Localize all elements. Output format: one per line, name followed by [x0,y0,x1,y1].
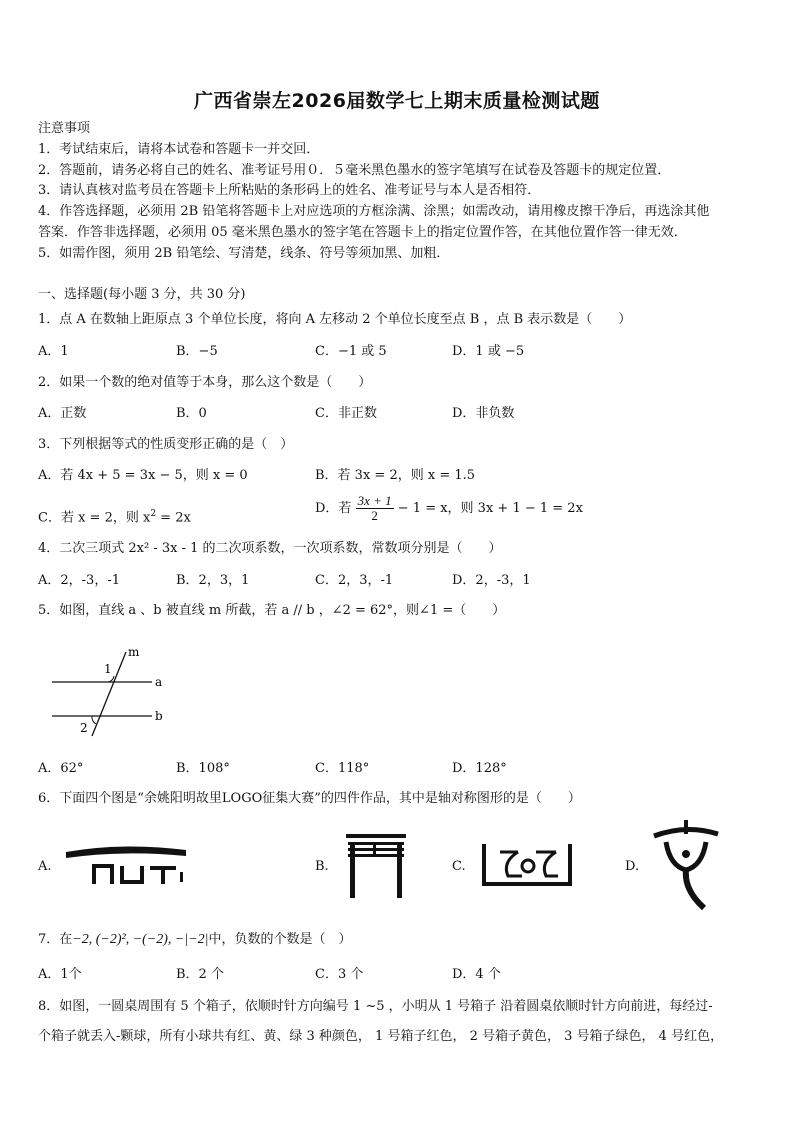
notice-item: 4．作答选择题，必须用 2B 铅笔将答题卡上对应选项的方框涂满、涂黑；如需改动，请用橡皮擦干净后，再选涂其他 [38,204,710,219]
q6-option-c: C. [452,859,466,874]
q4-option-d: D．2，-3，1 [452,573,531,588]
q7-option-c: C．3 个 [315,967,364,982]
q1-option-a: A．1 [38,344,69,359]
q7-option-d: D．4 个 [452,967,501,982]
q4-option-c: C．2，3，-1 [315,573,394,588]
q4-option-a: A．2，-3，-1 [38,573,120,588]
q2-option-d: D．非负数 [452,406,515,421]
q4-option-b: B．2，3，1 [176,573,250,588]
q2-option-a: A．正数 [38,406,87,421]
q3-option-d [315,494,583,523]
angle-1-arc [108,676,114,682]
label-angle-2: 2 [80,721,88,735]
question-1-stem: 1．点 A 在数轴上距原点 3 个单位长度，将向 A 左移动 2 个单位长度至点 B ，点 B 表示数是（ ） [38,312,632,327]
notice-item: 2．答题前，请务必将自己的姓名、准考证号用０．５毫米黑色墨水的签字笔填写在试卷及答题卡的规定位置． [38,163,671,178]
question-2-stem: 2．如果一个数的绝对值等于本身，那么这个数是（ ） [38,375,372,390]
notice-item: 5．如需作图，须用 2B 铅笔绘、写清楚，线条、符号等须加黑、加粗． [38,246,450,261]
q3-option-d-fraction [356,494,394,523]
question-3-stem: 3．下列根据等式的性质变形正确的是（ ） [38,437,294,452]
notice-item: 答案．作答非选择题，必须用 05 毫米黑色墨水的签字笔在答题卡上的指定位置作答，在其他位置作答一律无效． [38,225,687,240]
q6-option-a: A. [38,859,52,874]
notice-item: 3．请认真核对监考员在答题卡上所粘贴的条形码上的姓名、准考证号与本人是否相符． [38,183,541,198]
q6-option-b: B. [315,859,329,874]
q3-option-c-prefix: C．若 x = 2，则 x [38,510,151,526]
q3-option-c-suffix: = 2x [156,510,191,526]
label-m: m [128,645,140,659]
fraction-numerator: 3x + 1 [357,493,392,508]
logo-b-image [344,830,408,900]
question-5-stem: 5．如图，直线 a 、b 被直线 m 所截，若 a // b ，∠2 = 62°，则∠1 =（ ） [38,603,506,618]
q7-option-b: B．2 个 [176,967,224,982]
q1-option-b: B．−5 [176,344,218,359]
notice-heading: 注意事项 [38,121,91,136]
q2-option-b: B．0 [176,406,207,421]
question-4-stem: 4．二次三项式 2x² - 3x - 1 的二次项系数，一次项系数，常数项分别是（ ） [38,541,502,556]
question-8-line-2: 个箱子就丢入-颗球，所有小球共有红、黄、绿 3 种颜色， 1 号箱子红色， 2 号箱子黄色， 3 号箱子绿色， 4 号红色， [38,1029,724,1044]
q3-option-d-suffix: − 1 = x，则 3x + 1 − 1 = 2x [397,501,583,516]
q3-option-c [38,505,191,527]
q7-stem-suffix: 中，负数的个数是（ ） [208,932,352,947]
fraction-denominator: 2 [371,508,378,523]
question-8-line-1: 8．如图，一圆桌周围有 5 个箱子，依顺时针方向编号 1 ~5 ，小明从 1 号箱子 沿着圆桌依顺时针方向前进，每经过- [38,999,713,1014]
parallel-lines-figure [44,644,174,744]
logo-a-image [62,838,192,892]
label-b: b [155,709,163,723]
q5-option-b: B．108° [176,761,230,776]
q6-option-d: D. [625,859,640,874]
label-angle-1: 1 [104,662,112,676]
q1-option-d: D．1 或 −5 [452,344,525,359]
question-7-stem [38,931,352,949]
angle-2-arc [92,716,96,724]
q7-option-a: A．1个 [38,967,82,982]
label-a: a [155,675,163,689]
logo-d-image [648,820,724,914]
q3-option-a: A．若 4x + 5 = 3x − 5，则 x = 0 [38,468,248,483]
q5-option-c: C．118° [315,761,370,776]
q7-stem-math: −2, (−2)², −(−2), −|−2| [72,932,209,947]
q2-option-c: C．非正数 [315,406,377,421]
logo-c-image [478,836,576,892]
section-heading: 一、选择题(每小题 3 分，共 30 分) [38,287,246,302]
q3-option-c-exponent: 2 [150,509,157,519]
q3-option-d-prefix: D．若 [315,501,352,516]
q5-option-a: A．62° [38,761,84,776]
question-6-stem: 6．下面四个图是“余姚阳明故里LOGO征集大赛”的四件作品，其中是轴对称图形的是（ ） [38,791,581,806]
q3-option-b: B．若 3x = 2，则 x = 1.5 [315,468,476,483]
notice-item: 1．考试结束后，请将本试卷和答题卡一并交回． [38,142,320,157]
q7-stem-prefix: 7．在 [38,932,73,947]
q5-option-d: D．128° [452,761,507,776]
q1-option-c: C．−1 或 5 [315,344,387,359]
page-title: 广西省崇左2026届数学七上期末质量检测试题 [194,90,600,112]
